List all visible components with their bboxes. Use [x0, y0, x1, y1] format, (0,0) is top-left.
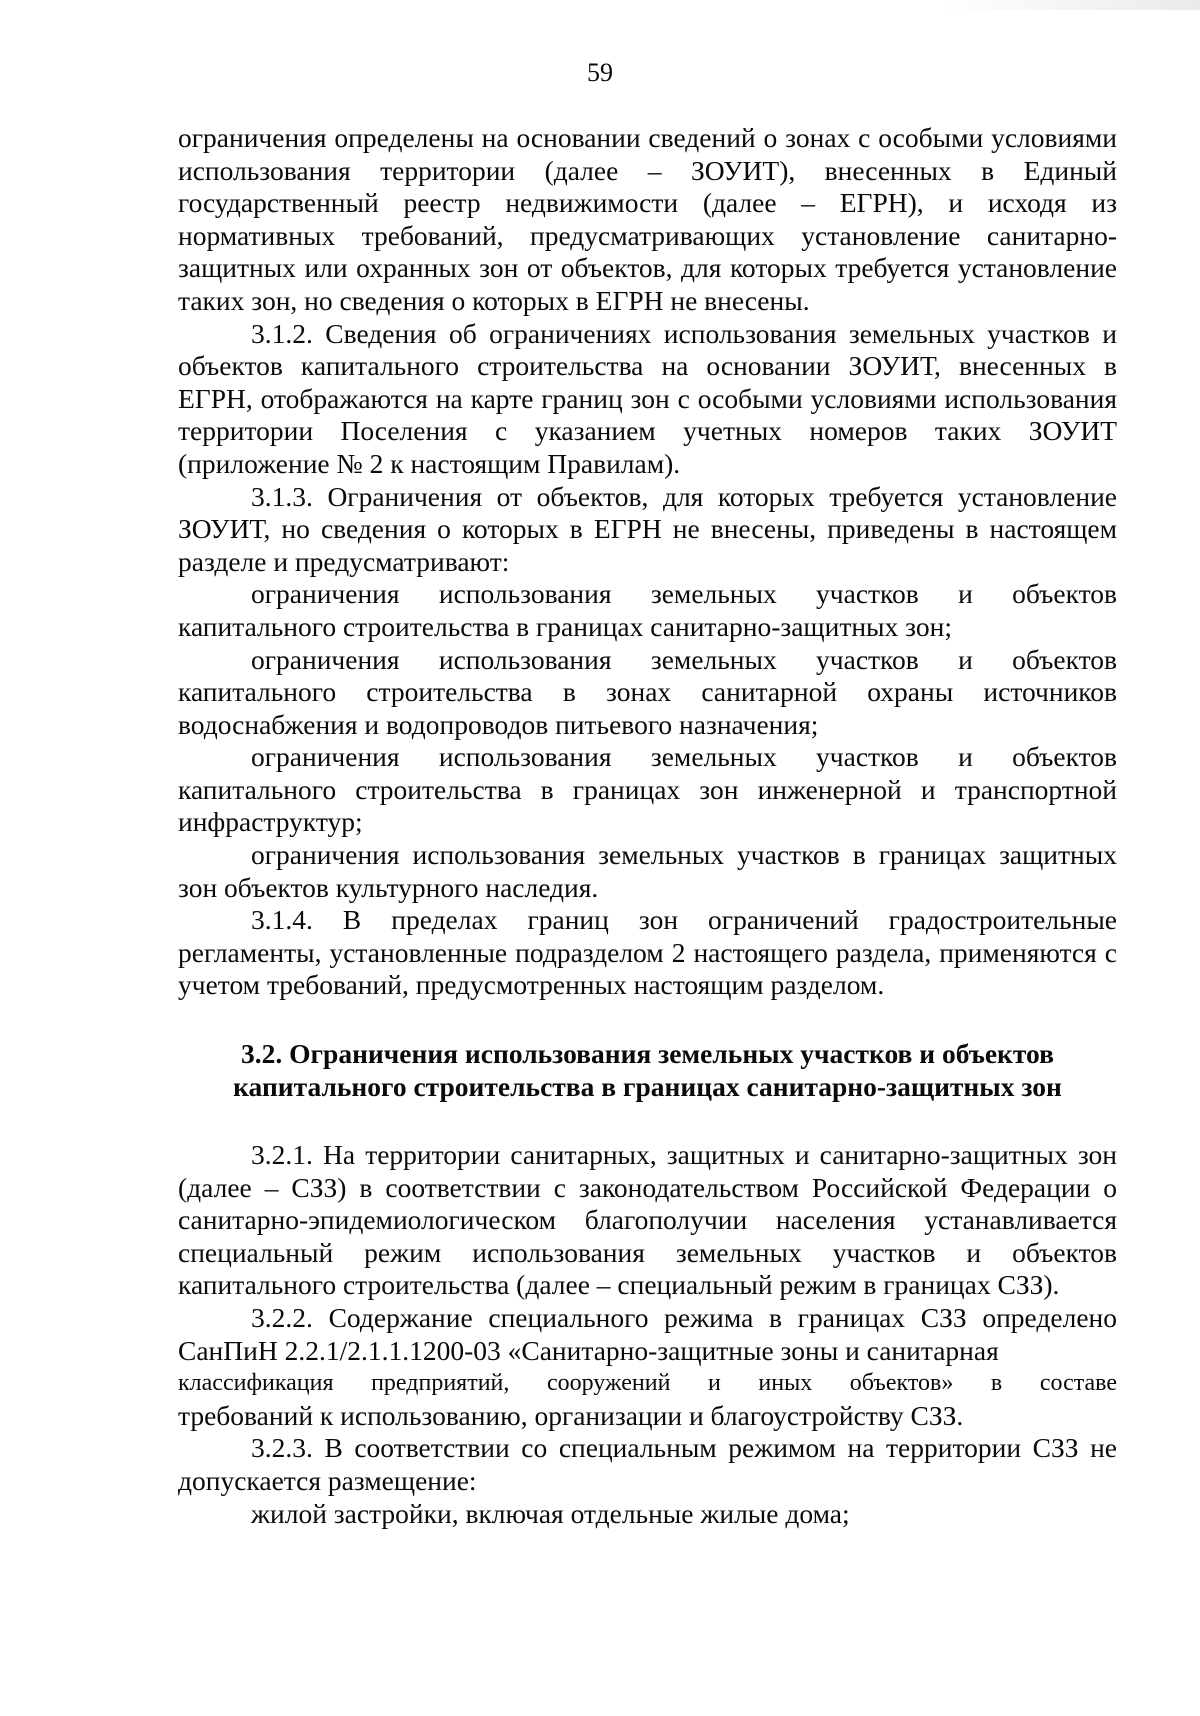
list-item-water-protection: ограничения использования земельных участков и объектов капитального строительства в зонах санитарной охраны источников водоснабжения и водопроводов питьевого назначения; — [178, 643, 1117, 740]
list-item-residential: жилой застройки, включая отдельные жилые дома; — [251, 1497, 850, 1529]
paragraph-3-1-3: 3.1.3. Ограничения от объектов, для которых требуется установление ЗОУИТ, но сведения о которых в ЕГРН не внесены, приведены в настоящем разделе и предусматривают: — [178, 480, 1117, 577]
list-item-sanitary-zones: ограничения использования земельных участков и объектов капитального строительства в границах санитарно-защитных зон; — [178, 578, 1117, 642]
paragraph-3-1-2: 3.1.2. Сведения об ограничениях использования земельных участков и объектов капитального строительства на основании ЗОУИТ, внесенных в ЕГРН, отображаются на карте границ зон с особыми условиями использования территории Поселения с указанием учетных номеров таких ЗОУИТ (приложение № 2 к настоящим Правилам). — [178, 317, 1117, 479]
scan-edge-mark — [940, 0, 1200, 10]
document-body — [178, 122, 1117, 1530]
paragraph-3-1-4: 3.1.4. В пределах границ зон ограничений градостроительные регламенты, установленные подразделом 2 настоящего раздела, применяются с учетом требований, предусмотренных настоящим разделом. — [178, 904, 1117, 1001]
list-item-heritage-zones: ограничения использования земельных участков в границах защитных зон объектов культурного наследия. — [178, 839, 1117, 903]
paragraph-continuation: ограничения определены на основании сведений о зонах с особыми условиями использования территории (далее – ЗОУИТ), внесенных в Единый государственный реестр недвижимости (далее – ЕГРН), и исходя из нормативных требований, предусматривающих установление санитарно-защитных или охранных зон от объектов, для которых требуется установление таких зон, но сведения о которых в ЕГРН не внесены. — [178, 122, 1117, 316]
paragraph-3-2-1: 3.2.1. На территории санитарных, защитных и санитарно-защитных зон (далее – СЗЗ) в соответствии с законодательством Российской Федерации о санитарно-эпидемиологическом благополучии населения устанавливается специальный режим использования земельных участков и объектов капитального строительства (далее – специальный режим в границах СЗЗ). — [178, 1139, 1117, 1301]
paragraph-3-2-2-line-3: требований к использованию, организации и благоустройству СЗЗ. — [178, 1399, 964, 1431]
paragraph-3-2-3: 3.2.3. В соответствии со специальным режимом на территории СЗЗ не допускается размещение: — [178, 1432, 1117, 1496]
list-item-infrastructure-zones: ограничения использования земельных участков и объектов капитального строительства в границах зон инженерной и транспортной инфраструктур; — [178, 741, 1117, 838]
paragraph-3-2-2-line-1: 3.2.2. Содержание специального режима в границах СЗЗ определено СанПиН 2.2.1/2.1.1.1200-03 «Санитарно-защитные зоны и санитарная — [178, 1302, 1117, 1366]
page-number: 59 — [587, 58, 613, 87]
section-heading-line-1: 3.2. Ограничения использования земельных участков и объектов — [241, 1038, 1054, 1070]
paragraph-3-2-2-line-2: классификация предприятий, сооружений и иных объектов» в составе — [178, 1370, 1117, 1397]
section-heading-3-2 — [178, 1037, 1117, 1103]
section-heading-line-2: капитального строительства в границах санитарно-защитных зон — [233, 1071, 1062, 1103]
